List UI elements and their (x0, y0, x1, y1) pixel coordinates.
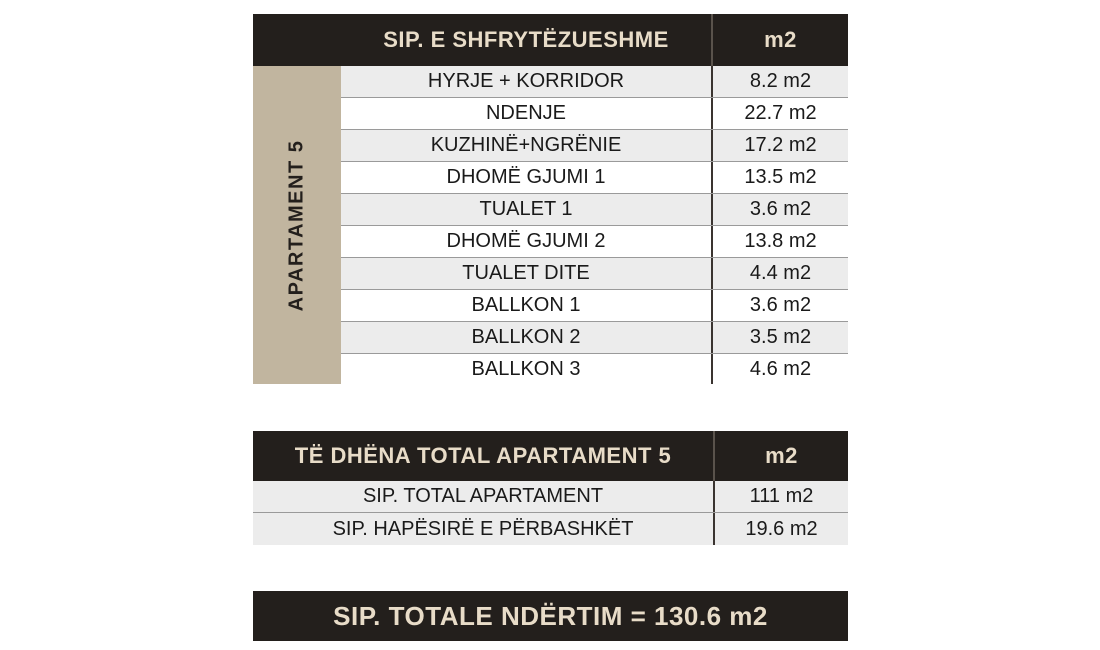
room-name: TUALET DITE (462, 262, 590, 284)
usable-area-table-header (253, 14, 848, 66)
apartment-side-label-text: APARTAMENT 5 (285, 139, 308, 311)
room-area: 8.2 m2 (711, 66, 848, 97)
room-area: 22.7 m2 (711, 98, 848, 129)
total-item-name: SIP. HAPËSIRË E PËRBASHKËT (332, 517, 634, 540)
table-row (341, 194, 848, 226)
room-area: 13.8 m2 (711, 226, 848, 257)
room-area: 3.6 m2 (711, 290, 848, 321)
room-name: KUZHINË+NGRËNIE (430, 134, 622, 156)
usable-area-header-unit: m2 (764, 27, 797, 52)
total-item-area: 111 m2 (713, 481, 848, 512)
room-area: 4.6 m2 (711, 354, 848, 384)
total-item-name: SIP. TOTAL APARTAMENT (362, 485, 604, 507)
table-row (341, 226, 848, 258)
table-row (341, 290, 848, 322)
room-name: BALLKON 2 (471, 326, 581, 348)
room-name: DHOMË GJUMI 1 (446, 166, 606, 188)
room-area: 4.4 m2 (711, 258, 848, 289)
apartment-side-label (253, 66, 341, 384)
table-row (253, 513, 848, 545)
apartment-totals-header-label: TË DHËNA TOTAL APARTAMENT 5 (294, 443, 672, 468)
table-row (341, 258, 848, 290)
table-row (253, 481, 848, 513)
room-name: DHOMË GJUMI 2 (446, 230, 606, 252)
room-name: TUALET 1 (479, 198, 573, 220)
apartment-totals-rows (253, 481, 848, 545)
table-row (341, 66, 848, 98)
total-item-area: 19.6 m2 (713, 513, 848, 545)
table-row (341, 162, 848, 194)
table-row (341, 354, 848, 384)
usable-area-header-label: SIP. E SHFRYTËZUESHME (383, 27, 669, 52)
room-area: 13.5 m2 (711, 162, 848, 193)
room-area: 3.6 m2 (711, 194, 848, 225)
room-name: BALLKON 1 (471, 294, 581, 316)
room-name: BALLKON 3 (471, 357, 581, 380)
usable-area-rows (341, 66, 848, 384)
table-row (341, 130, 848, 162)
room-name: HYRJE + KORRIDOR (427, 70, 625, 92)
room-area: 17.2 m2 (711, 130, 848, 161)
table-row (341, 98, 848, 130)
apartment-totals-header-unit: m2 (765, 443, 798, 468)
table-row (341, 322, 848, 354)
room-area: 3.5 m2 (711, 322, 848, 353)
total-construction-area: SIP. TOTALE NDËRTIM = 130.6 m2 (253, 591, 848, 641)
apartment-totals-table-header (253, 431, 848, 481)
room-name: NDENJE (485, 102, 566, 124)
